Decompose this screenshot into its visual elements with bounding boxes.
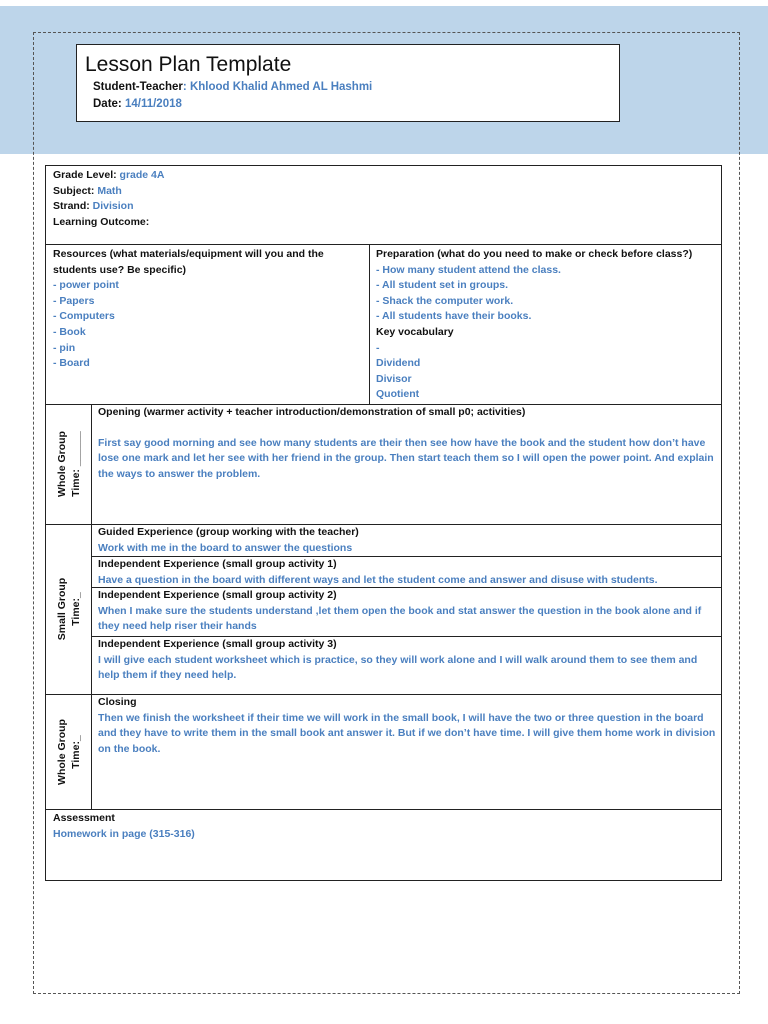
independent-2-heading: Independent Experience (small group activity 2): [98, 589, 337, 601]
independent-activity-2-section: [98, 588, 716, 635]
date-label: Date:: [93, 98, 122, 110]
guided-heading: Guided Experience (group working with the teacher): [98, 526, 359, 538]
independent-2-text: When I make sure the students understand ,let them open the book and stat answer the question in the book alone and if they need help riser their hands: [98, 604, 702, 633]
resource-item: - Papers: [53, 294, 95, 307]
whole-group-label-line1: Whole Group: [56, 431, 69, 497]
closing-section: [98, 695, 716, 757]
whole-group-label-line2: Time: ______: [70, 431, 83, 497]
guided-experience-section: [98, 525, 716, 556]
lesson-plan-table: [45, 165, 722, 881]
title-box: [76, 44, 620, 122]
date-value: 14/11/2018: [124, 98, 182, 110]
info-section: [53, 168, 713, 230]
independent-1-heading: Independent Experience (small group activity 1): [98, 558, 337, 570]
assessment-section: [53, 811, 713, 842]
small-group-label-line2: Time:_: [70, 592, 82, 626]
closing-text: Then we finish the worksheet if their time we will work in the small book, I will have the two or three question in the board and they have to write them in the small book ant answer it. But if we don’t have time. I will give them home work in division on the book.: [98, 711, 716, 755]
page-title: Lesson Plan Template: [85, 53, 292, 76]
preparation-item: - All students have their books.: [376, 310, 532, 323]
opening-heading: Opening (warmer activity + teacher introduction/demonstration of small p0; activities): [98, 406, 526, 418]
whole-group-label-line1: Whole Group: [56, 718, 69, 785]
guided-text: Work with me in the board to answer the questions: [98, 541, 353, 554]
independent-1-text: Have a question in the board with different ways and let the student come and answer and disuse with students.: [98, 573, 658, 586]
vocabulary-word: Divisor: [376, 372, 412, 385]
opening-section: [98, 405, 716, 482]
independent-3-text: I will give each student worksheet which is practice, so they will work alone and I will walk around them to see them and help them if they need help.: [98, 653, 698, 682]
vocabulary-word: Dividend: [376, 357, 421, 370]
preparation-item: - All student set in groups.: [376, 279, 509, 292]
whole-group-label: [46, 694, 92, 809]
small-group-label: [46, 524, 92, 694]
opening-text: First say good morning and see how many students are their then see how have the book and the student how don’t have lose one mark and let her see with her friend in the group. Then start teach them so I will open the power point. And explain the ways to answer the problem.: [98, 436, 714, 480]
key-vocabulary-label: Key vocabulary: [376, 325, 454, 338]
assessment-text: Homework in page (315-316): [53, 827, 195, 840]
resource-item: - Book: [53, 325, 86, 338]
preparation-item: - How many student attend the class.: [376, 263, 561, 276]
grade-label: Grade Level:: [53, 169, 117, 181]
resources-section: [53, 247, 363, 372]
preparation-item: - Shack the computer work.: [376, 294, 514, 307]
independent-activity-3-section: [98, 637, 716, 684]
closing-heading: Closing: [98, 696, 137, 708]
key-vocabulary-dash: -: [376, 341, 380, 354]
divider: [46, 244, 721, 245]
strand-value: Division: [92, 200, 134, 213]
subject-value: Math: [97, 184, 122, 197]
vocabulary-word: Quotient: [376, 388, 420, 401]
divider: [46, 809, 721, 810]
student-teacher-line: [85, 79, 609, 96]
strand-label: Strand:: [53, 200, 90, 213]
learning-outcome-label: Learning Outcome:: [53, 215, 150, 228]
independent-activity-1-section: [98, 557, 716, 588]
resource-item: - pin: [53, 341, 76, 354]
resource-item: - Computers: [53, 310, 115, 323]
student-teacher-value: Khlood Khalid Ahmed AL Hashmi: [189, 81, 373, 93]
divider: [369, 244, 370, 404]
subject-label: Subject:: [53, 184, 95, 197]
preparation-section: [376, 247, 716, 403]
independent-3-heading: Independent Experience (small group activity 3): [98, 638, 337, 650]
resource-item: - power point: [53, 279, 119, 292]
preparation-heading: Preparation (what do you need to make or check before class?): [376, 248, 693, 260]
assessment-heading: Assessment: [53, 812, 115, 824]
grade-value: grade 4A: [119, 169, 165, 181]
whole-group-label-line2: Time:_: [70, 734, 83, 769]
student-teacher-label: Student-Teacher: [93, 81, 183, 93]
resource-item: - Board: [53, 357, 90, 370]
small-group-label-line1: Small Group: [56, 577, 68, 641]
resources-heading: Resources (what materials/equipment will you and the students use? Be specific): [53, 248, 324, 276]
date-line: [85, 96, 609, 113]
student-teacher-sep: :: [182, 81, 187, 93]
whole-group-label: [46, 404, 92, 524]
